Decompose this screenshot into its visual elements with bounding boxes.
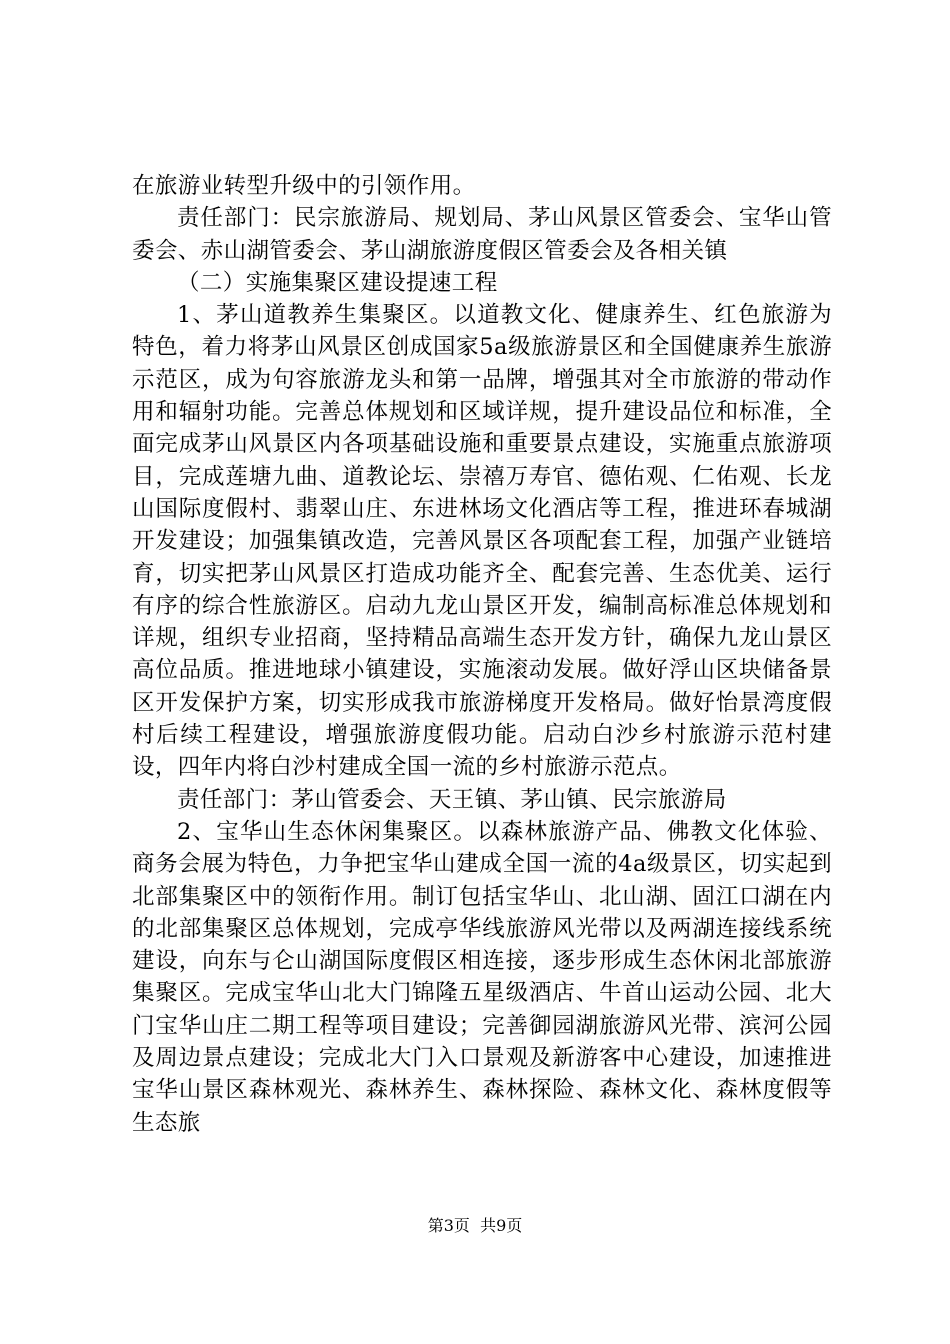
paragraph-maoshan-cluster: 1、茅山道教养生集聚区。以道教文化、健康养生、红色旅游为特色，着力将茅山风景区创成国家5a级旅游景区和全国健康养生旅游示范区，成为句容旅游龙头和第一品牌，增强其对全市旅游的带动作用和辐射功能。完善总体规划和区域详规，提升建设品位和标准，全面完成茅山风景区内各项基础设施和重要景点建设，实施重点旅游项目，完成莲塘九曲、道教论坛、崇禧万寿官、德佑观、仁佑观、长龙山国际度假村、翡翠山庄、东进林场文化酒店等工程，推进环春城湖开发建设；加强集镇改造，完善风景区各项配套工程，加强产业链培育，切实把茅山风景区打造成功能齐全、配套完善、生态优美、运行有序的综合性旅游区。启动九龙山景区开发，编制高标准总体规划和详规，组织专业招商，坚持精品高端生态开发方针，确保九龙山景区高位品质。推进地球小镇建设，实施滚动发展。做好浮山区块储备景区开发保护方案，切实形成我市旅游梯度开发格局。做好怡景湾度假村后续工程建设，增强旅游度假功能。启动白沙乡村旅游示范村建设，四年内将白沙村建成全国一流的乡村旅游示范点。: [132, 302, 832, 781]
paragraph-responsible-departments-1: 责任部门：民宗旅游局、规划局、茅山风景区管委会、宝华山管委会、赤山湖管委会、茅山湖旅游度假区管委会及各相关镇: [132, 205, 832, 264]
paragraph-responsible-departments-2: 责任部门：茅山管委会、天王镇、茅山镇、民宗旅游局: [177, 786, 727, 813]
document-body: [132, 170, 832, 1139]
page-footer: [0, 1216, 950, 1236]
paragraph-continuation: 在旅游业转型升级中的引领作用。: [132, 173, 476, 199]
section-heading: （二）实施集聚区建设提速工程: [177, 269, 498, 296]
page-number: 第3页 共9页: [427, 1216, 523, 1235]
paragraph-baohuashan-cluster: 2、宝华山生态休闲集聚区。以森林旅游产品、佛教文化体验、商务会展为特色，力争把宝华山建成全国一流的4a级景区，切实起到北部集聚区中的领衔作用。制订包括宝华山、北山湖、固江口湖在内的北部集聚区总体规划，完成亭华线旅游风光带以及两湖连接线系统建设，向东与仑山湖国际度假区相连接，逐步形成生态休闲北部旅游集聚区。完成宝华山北大门锦隆五星级酒店、牛首山运动公园、北大门宝华山庄二期工程等项目建设；完善御园湖旅游风光带、滨河公园及周边景点建设；完成北大门入口景观及新游客中心建设，加速推进宝华山景区森林观光、森林养生、森林探险、森林文化、森林度假等生态旅: [132, 818, 832, 1136]
